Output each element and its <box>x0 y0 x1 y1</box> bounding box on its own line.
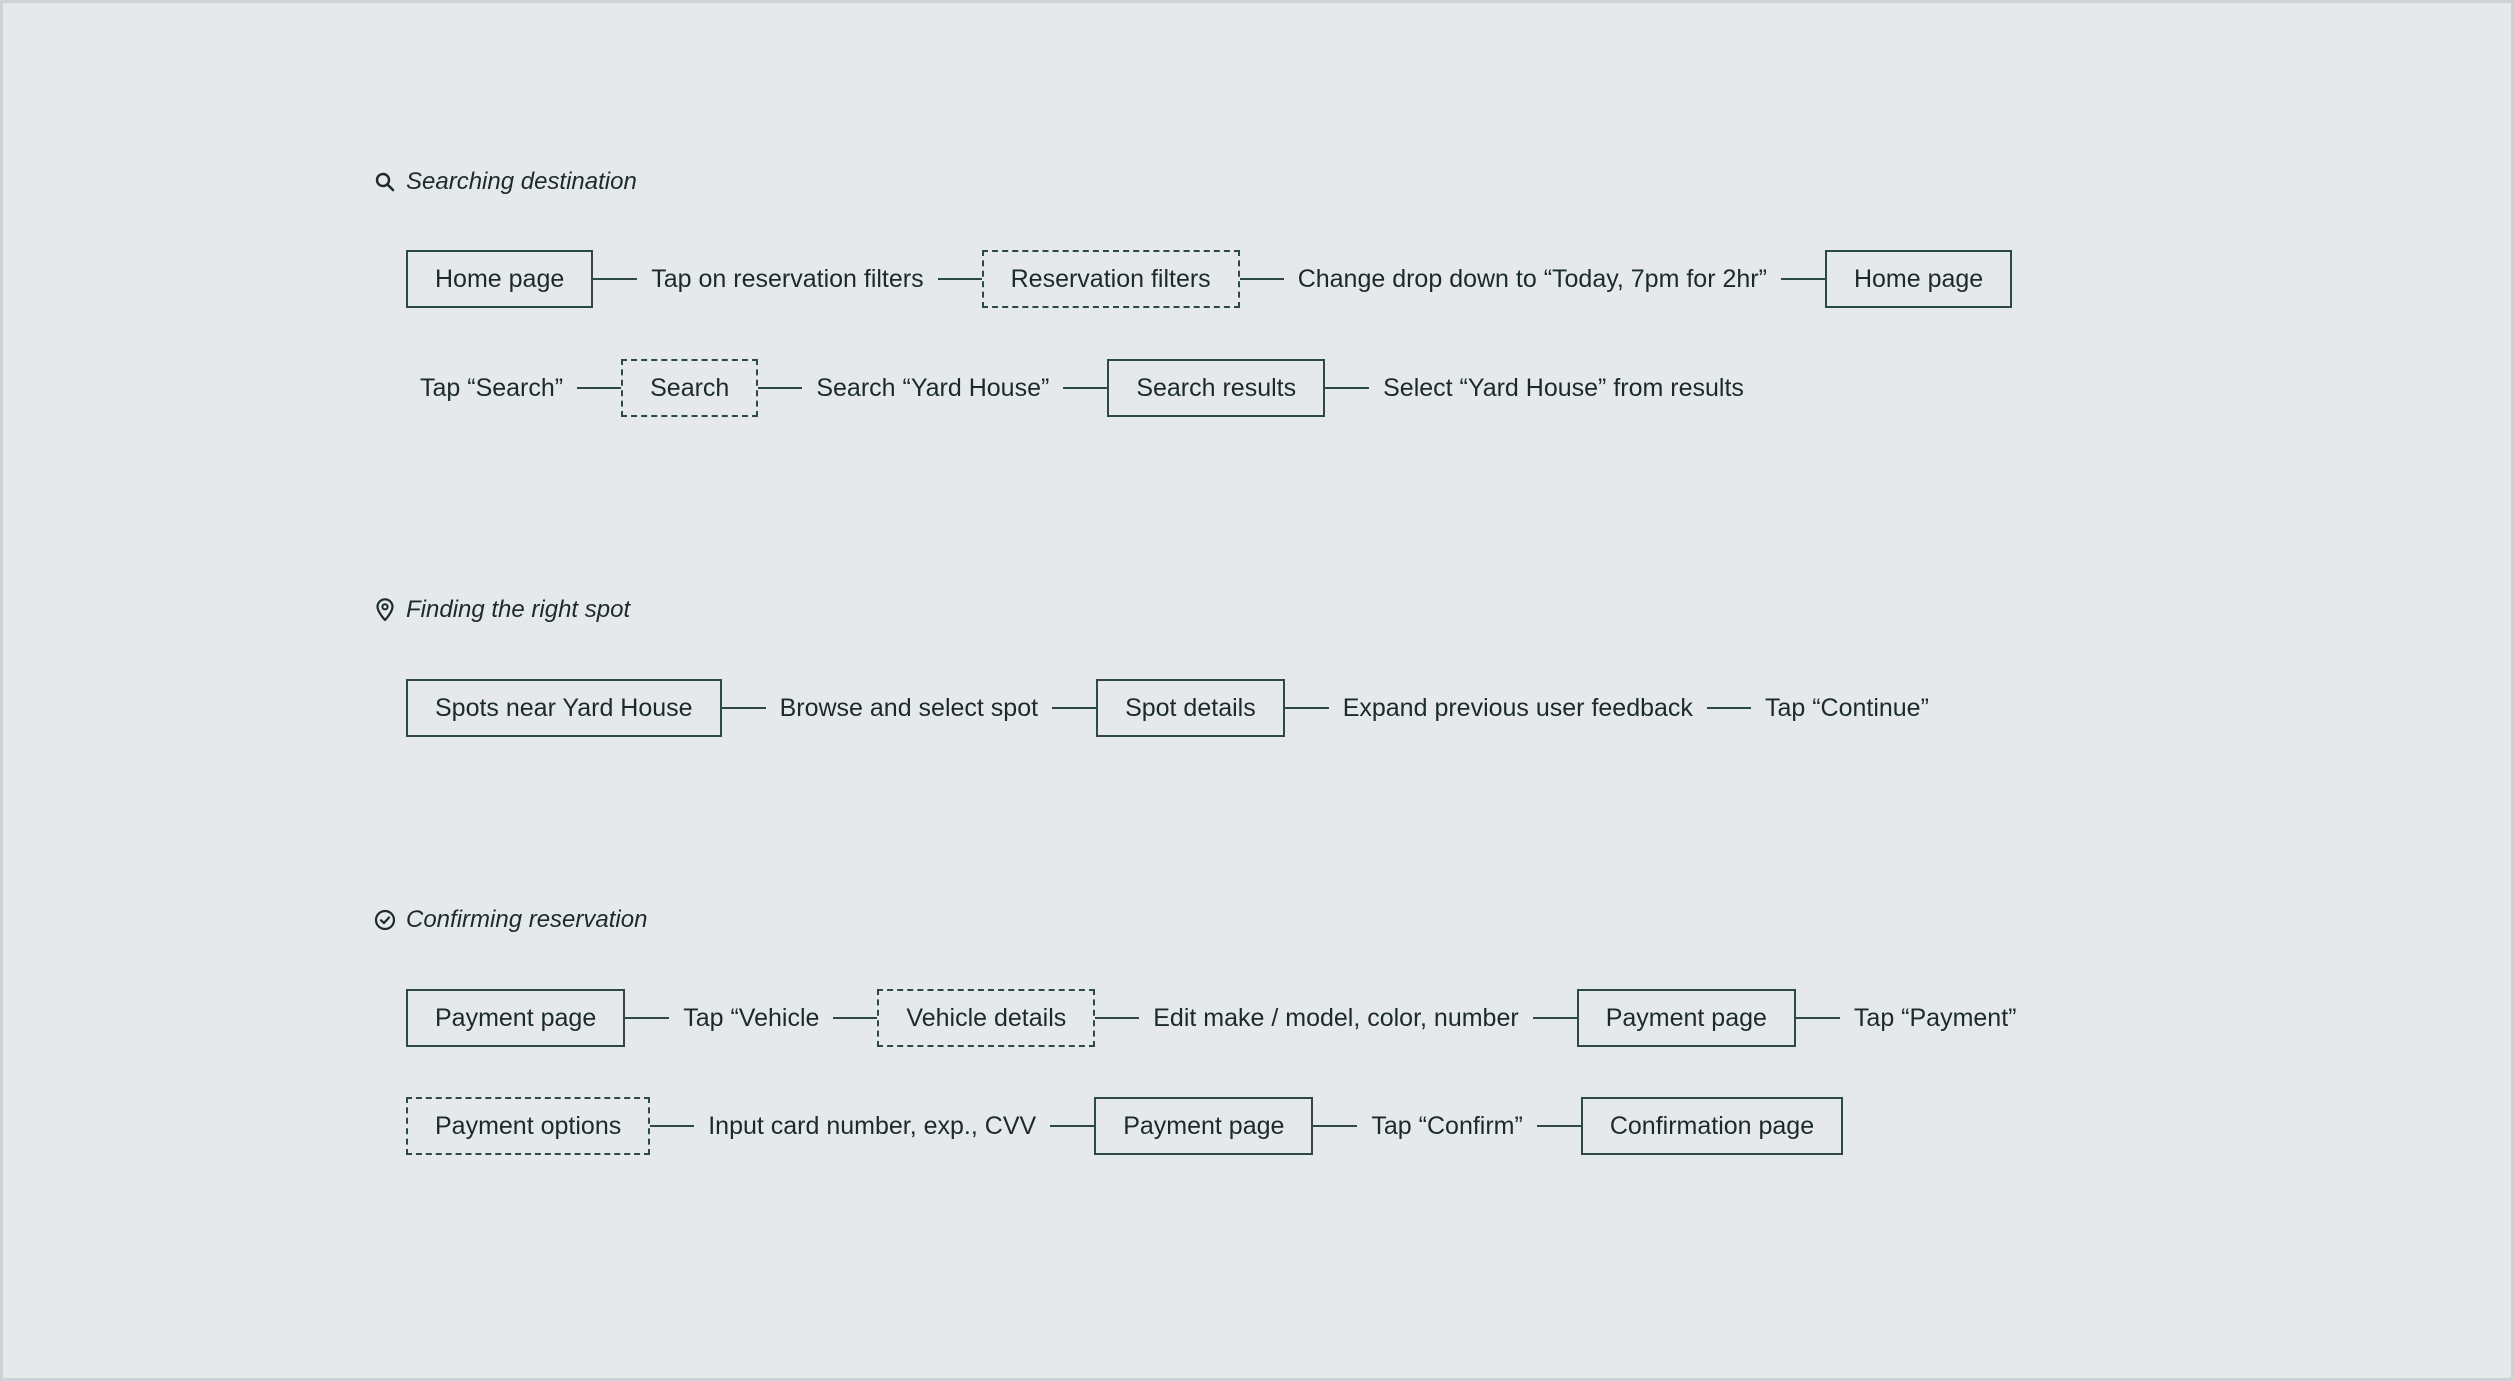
connector-line <box>1240 278 1284 280</box>
connector-line <box>1095 1017 1139 1019</box>
connector-line <box>1313 1125 1357 1127</box>
connector-line <box>1533 1017 1577 1019</box>
flow-node-screen[interactable]: Payment page <box>1094 1097 1313 1155</box>
section-title: Searching destination <box>406 168 637 195</box>
connector-line <box>1052 707 1096 709</box>
flow-node-screen[interactable]: Spot details <box>1096 679 1285 737</box>
connector-line <box>1707 707 1751 709</box>
connector-line <box>1050 1125 1094 1127</box>
flow-action: Tap on reservation filters <box>651 264 924 293</box>
section-header <box>372 592 630 628</box>
check-circle-icon <box>372 907 398 933</box>
connector-line <box>1796 1017 1840 1019</box>
connector-line <box>758 387 802 389</box>
flow-action: Tap “Continue” <box>1764 693 1929 722</box>
connector-line <box>650 1125 694 1127</box>
flow-node-screen[interactable]: Search results <box>1107 359 1325 417</box>
flow-node-screen[interactable]: Confirmation page <box>1581 1097 1843 1155</box>
section-title: Finding the right spot <box>406 596 631 623</box>
connector-line <box>722 707 766 709</box>
flow-node-overlay[interactable]: Reservation filters <box>982 250 1240 308</box>
flow-row <box>406 250 2012 308</box>
connector-line <box>938 278 982 280</box>
flow-action: Edit make / model, color, number <box>1153 1003 1519 1032</box>
section-header <box>372 902 647 938</box>
connector-line <box>1781 278 1825 280</box>
flow-row <box>406 989 2030 1047</box>
flow-node-screen[interactable]: Payment page <box>1577 989 1796 1047</box>
flow-node-overlay[interactable]: Search <box>621 359 758 417</box>
section-title: Confirming reservation <box>406 906 648 933</box>
flow-action: Input card number, exp., CVV <box>708 1111 1037 1140</box>
flow-action: Tap “Payment” <box>1853 1003 2017 1032</box>
section-header <box>372 164 637 200</box>
connector-line <box>1285 707 1329 709</box>
flow-node-screen[interactable]: Home page <box>1825 250 2012 308</box>
flow-action: Tap “Vehicle <box>683 1003 820 1032</box>
connector-line <box>1537 1125 1581 1127</box>
flow-node-screen[interactable]: Home page <box>406 250 593 308</box>
flow-action: Browse and select spot <box>779 693 1039 722</box>
connector-line <box>577 387 621 389</box>
connector-line <box>625 1017 669 1019</box>
flow-action: Select “Yard House” from results <box>1383 373 1744 402</box>
flow-action: Expand previous user feedback <box>1342 693 1693 722</box>
flow-action: Search “Yard House” <box>816 373 1050 402</box>
flow-action: Tap “Confirm” <box>1371 1111 1523 1140</box>
connector-line <box>833 1017 877 1019</box>
flow-row <box>406 1097 1843 1155</box>
flow-node-screen[interactable]: Spots near Yard House <box>406 679 722 737</box>
map-pin-icon <box>372 597 398 623</box>
flow-node-overlay[interactable]: Payment options <box>406 1097 650 1155</box>
flow-row <box>406 679 1943 737</box>
flow-node-overlay[interactable]: Vehicle details <box>877 989 1095 1047</box>
flow-action: Change drop down to “Today, 7pm for 2hr” <box>1297 264 1767 293</box>
connector-line <box>593 278 637 280</box>
flow-node-screen[interactable]: Payment page <box>406 989 625 1047</box>
flow-action: Tap “Search” <box>420 373 564 402</box>
connector-line <box>1325 387 1369 389</box>
search-icon <box>372 169 398 195</box>
connector-line <box>1063 387 1107 389</box>
flow-row <box>406 359 1758 417</box>
